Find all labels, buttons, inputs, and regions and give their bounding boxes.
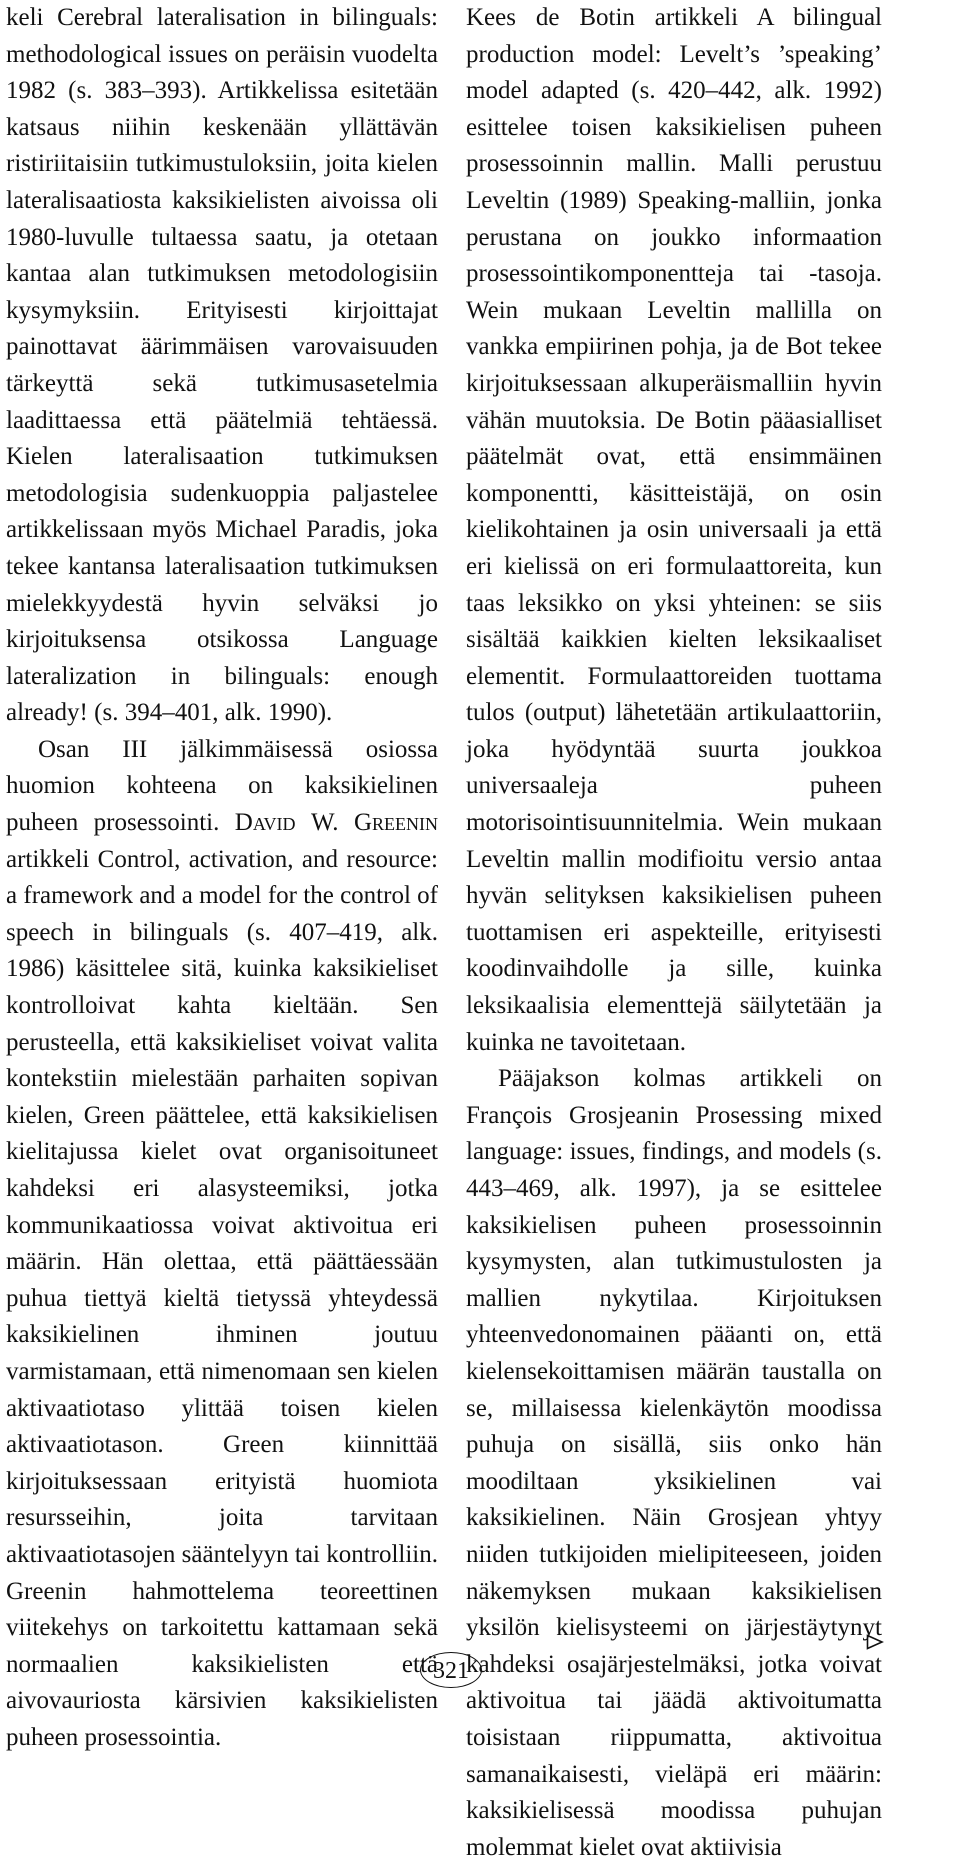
- left-paragraph-2: [6, 732, 438, 1757]
- page-number: 321: [420, 1652, 482, 1688]
- left-column: [6, 0, 438, 1757]
- right-column: [466, 0, 882, 1866]
- author-first-name: David: [234, 809, 296, 837]
- right-paragraph-1: Kees de Botin artikkeli A bilingual production model: Levelt’s ’speaking’ model adapted (s. 420–442, alk. 1992) esittelee toisen kaksikielisen puheen prosessoinnin mallin. Malli perustuu Leveltin (1989) Speaking-malliin, jonka perustana on joukko informaation prosessointikomponentteja tai -tasoja. Wein mukaan Leveltin mallilla on vankka empiirinen pohja, ja de Bot tekee kirjoituksessaan alkuperäismalliin hyvin vähän muutoksia. De Botin pääasialliset päätelmät ovat, että ensimmäinen komponentti, käsitteistäjä, on osin kielikohtainen ja osin universaali ja että eri kielissä on eri formulaattoreita, kun taas leksikko on yksi yhteinen: se siis sisältää kaikkien kielten leksikaaliset elementit. Formulaattoreiden tuottama tulos (output) lähetetään artikulaattoriin, joka hyödyntää suurta joukkoa universaaleja puheen motorisointisuunnitelmia. Wein mukaan Leveltin mallin modifioitu versio antaa hyvän selityksen kaksikielisen puheen tuottamisen eri aspekteille, erityisesti koodinvaihdolle ja sille, kuinka leksikaalisia elementtejä säilytetään ja kuinka ne tavoitetaan.: [466, 4, 882, 1056]
- left-paragraph-1: keli Cerebral lateralisation in bilinguals: methodological issues on peräisin vuodelta 1982 (s. 383–393). Artikkelissa esitetään katsaus niihin keskenään yllättävän ristiriitaisiin tutkimustuloksiin, joita kielen lateralisaatiosta kaksikielisten aivoissa oli 1980-luvulle tultaessa saatu, ja otetaan kantaa alan tutkimuksen metodologisiin kysymyksiin. Erityisesti kirjoittajat painottavat äärimmäisen varovaisuuden tärkeyttä sekä tutkimusasetelmia laadittaessa että päätelmiä tehtäessä. Kielen lateralisaation tutkimuksen metodologisia sudenkuoppia paljastelee artikkelissaan myös Michael Paradis, joka tekee kantansa lateralisaation tutkimuksen mielekkyydestä hyvin selväksi jo kirjoituksensa otsikossa Language lateralization in bilinguals: enough already! (s. 394–401, alk. 1990).: [6, 4, 438, 727]
- triangle-right-outline-icon: [866, 1634, 884, 1650]
- author-last-name: Greenin: [354, 809, 439, 837]
- author-initial: W.: [310, 809, 339, 837]
- paragraph-2-rest: artikkeli Control, activation, and resource: a framework and a model for the control of speech in bilinguals (s. 407–419, alk. 1986) käsittelee sitä, kuinka kaksikieliset kontrolloivat kahta kieltään. Sen perusteella, että kaksikieliset voivat valita kontekstiin mielestään parhaiten sopivan kielen, Green päättelee, että kaksikielisen kielitajussa kielet ovat organisoituneet kahdeksi eri alasysteemiksi, jotka kommunikaatiossa voivat aktivoitua eri määrin. Hän olettaa, että päättäessään puhua tiettyä kieltä tietyssä yhteydessä kaksikielinen ihminen joutuu varmistamaan, että nimenomaan sen kielen aktivaatiotaso ylittää toisen kielen aktivaatiotason. Green kiinnittää kirjoituksessaan erityistä huomiota resursseihin, joita tarvitaan aktivaatiotasojen sääntelyyn tai kontrolliin. Greenin hahmottelema teoreettinen viitekehys on tarkoitettu kattamaan sekä normaalien kaksikielisten että aivovauriosta kärsivien kaksikielisten puheen prosessointia.: [6, 845, 438, 1751]
- paragraph-2-lead: Osan III jälkimmäisessä osiossa huomion kohteena on kaksikielinen puheen prosessointi.: [6, 735, 438, 837]
- right-paragraph-2: Pääjakson kolmas artikkeli on François Grosjeanin Prosessing mixed language: issues, findings, and models (s. 443–469, alk. 1997), ja se esittelee kaksikielisen puheen prosessoinnin kysymysten, alan tutkimustulosten ja mallien nykytilaa. Kirjoituksen yhteenvedonomainen pääanti on, että kielensekoittamisen määrän taustalla on se, millaisessa kielenkäytön moodissa puhuja on sisällä, siis onko hän moodiltaan yksikielinen vai kaksikielinen. Näin Grosjean yhtyy niiden tutkijoiden mielipiteeseen, joiden näkemyksen mukaan kaksikielisen yksilön kielisysteemi on järjestäytynyt kahdeksi osajärjestelmäksi, jotka voivat aktivoitua tai jäädä aktivoitumatta toisistaan riippumatta, aktivoitua samanaikaisesti, vieläpä eri määrin: kaksikielisessä moodissa puhujan molemmat kielet ovat aktiivisia: [466, 1065, 882, 1861]
